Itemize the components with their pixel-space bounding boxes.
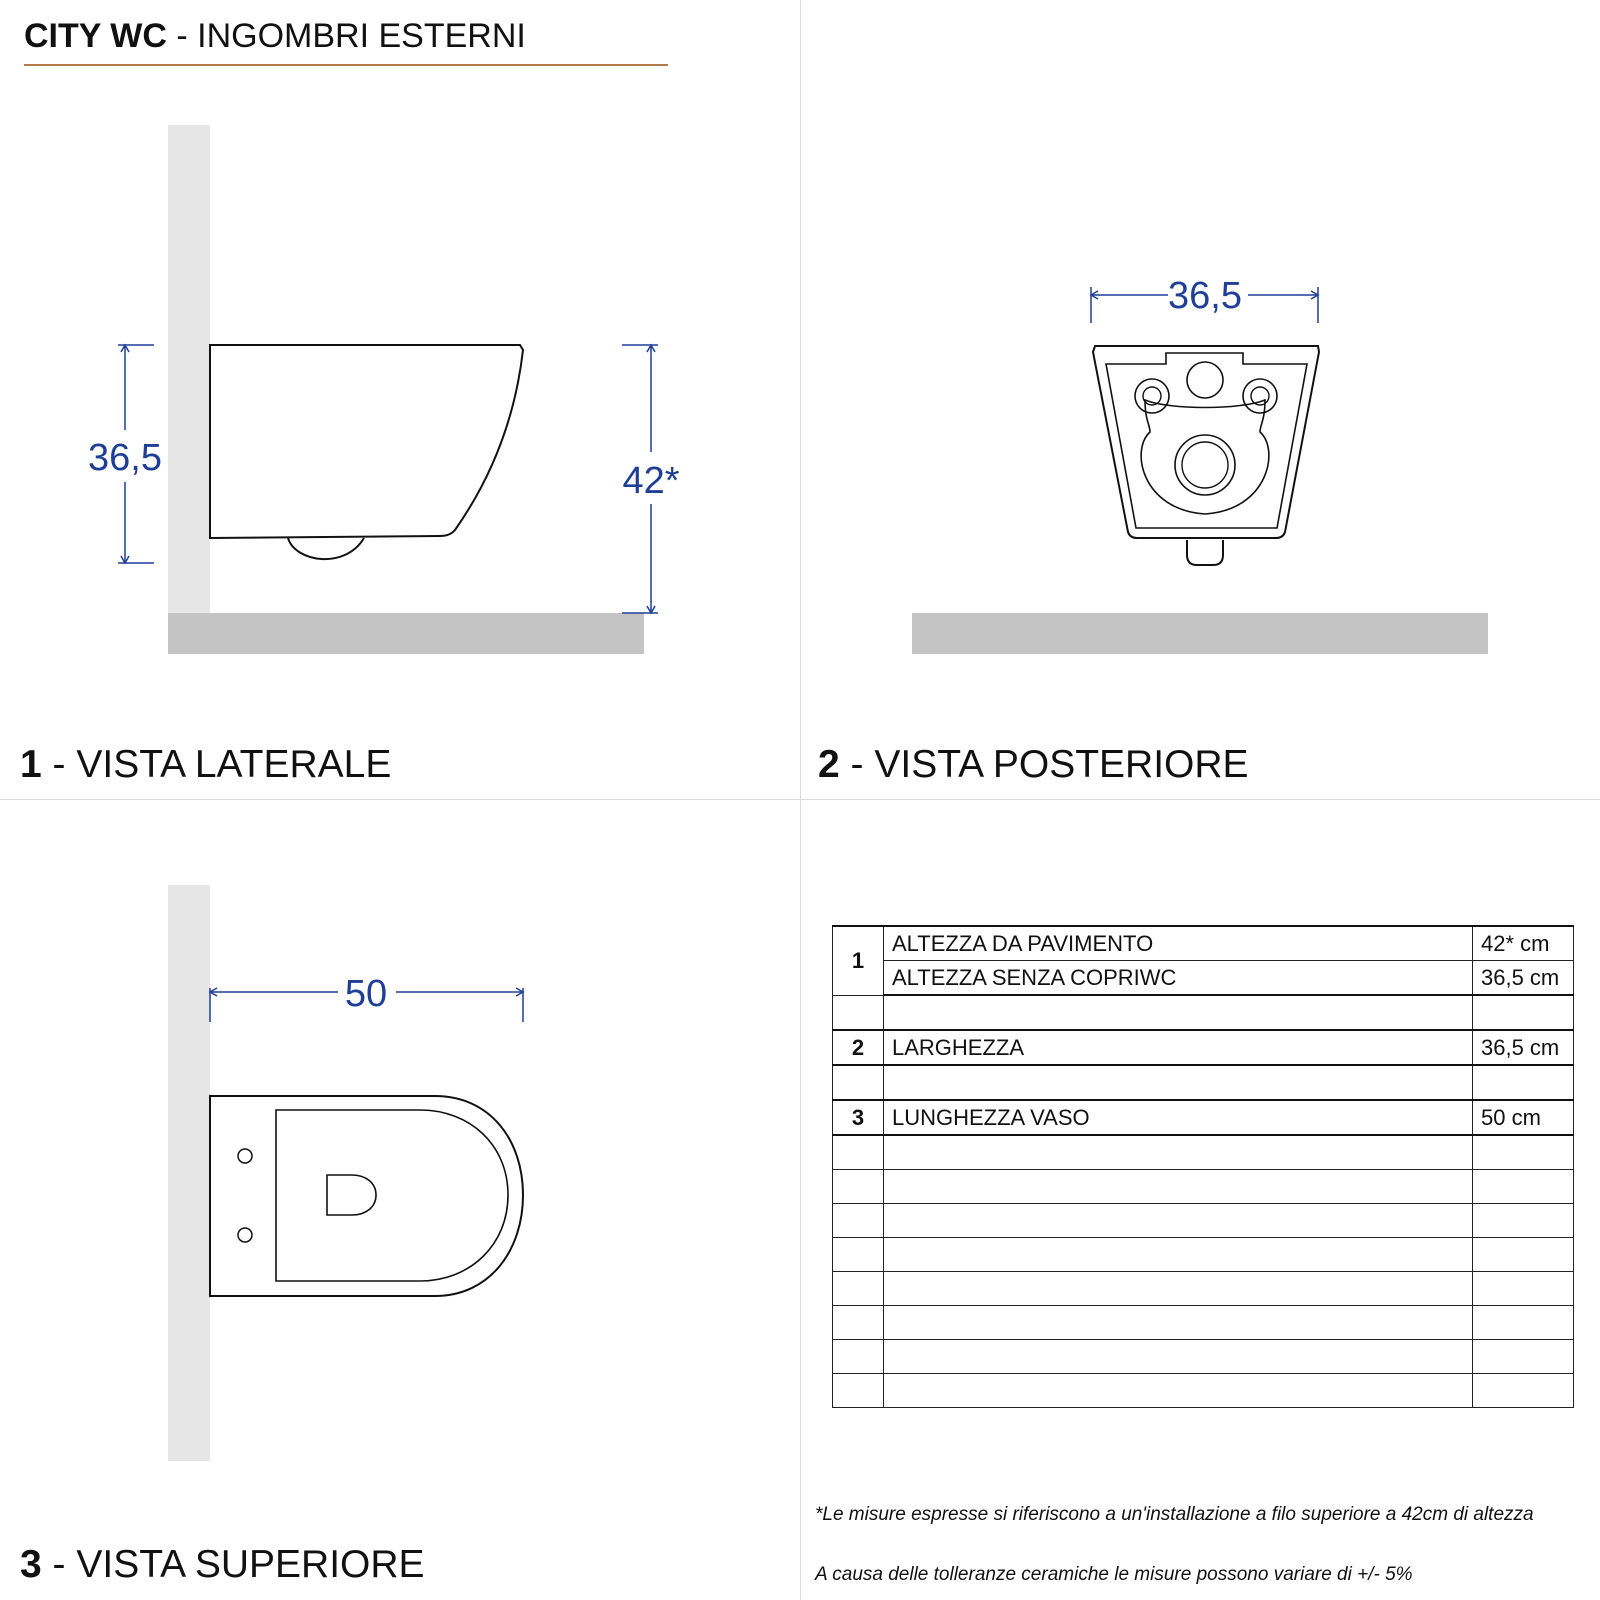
- rear-width-label: 36,5: [1168, 275, 1242, 317]
- table-row-empty: [833, 1374, 1574, 1408]
- view-number: 2: [818, 743, 840, 786]
- top-length-label: 50: [344, 973, 388, 1015]
- view-name: - VISTA POSTERIORE: [839, 743, 1249, 786]
- table-row: [833, 926, 1574, 961]
- view-number: 1: [20, 743, 42, 786]
- installation-note: *Le misure espresse si riferiscono a un'installazione a filo superiore a 42cm di altezza: [815, 1504, 1534, 1525]
- row-value: 36,5 cm: [1473, 1030, 1574, 1065]
- view-name: - VISTA SUPERIORE: [41, 1543, 425, 1586]
- dimensions-table: [832, 925, 1574, 1408]
- wall: [168, 125, 210, 613]
- table-row-empty: [833, 1065, 1574, 1100]
- wall: [168, 885, 210, 1461]
- floor: [912, 613, 1488, 654]
- view-label-side: [20, 742, 391, 788]
- row-number: 1: [833, 926, 884, 995]
- row-label: LUNGHEZZA VASO: [884, 1100, 1473, 1135]
- title-product: CITY WC: [24, 17, 167, 55]
- bowl-top-outline: [210, 1096, 523, 1296]
- row-label: LARGHEZZA: [884, 1030, 1473, 1065]
- row-value: 36,5 cm: [1473, 961, 1574, 996]
- table-row-empty: [833, 1306, 1574, 1340]
- bowl-side-outline: [210, 345, 523, 538]
- view-label-top: [20, 1542, 425, 1588]
- table-row-empty: [833, 1272, 1574, 1306]
- floor: [168, 613, 644, 654]
- view-label-rear: [818, 742, 1249, 788]
- floor-height-label: 42*: [622, 460, 680, 502]
- table-row: [833, 1100, 1574, 1135]
- side-view-drawing: [0, 0, 800, 800]
- row-label: ALTEZZA DA PAVIMENTO: [884, 926, 1473, 961]
- table-row-empty: [833, 1340, 1574, 1374]
- view-number: 3: [20, 1543, 42, 1586]
- view-name: - VISTA LATERALE: [41, 743, 392, 786]
- row-value: 50 cm: [1473, 1100, 1574, 1135]
- title-subtitle: - INGOMBRI ESTERNI: [166, 17, 526, 55]
- table-row: [833, 961, 1574, 996]
- row-value: 42* cm: [1473, 926, 1574, 961]
- row-label: ALTEZZA SENZA COPRIWC: [884, 961, 1473, 996]
- table-row-empty: [833, 1135, 1574, 1170]
- table-row-empty: [833, 1170, 1574, 1204]
- row-number: 3: [833, 1100, 884, 1135]
- row-number: 2: [833, 1030, 884, 1065]
- tolerance-note: A causa delle tolleranze ceramiche le misure possono variare di +/- 5%: [815, 1564, 1413, 1585]
- rear-view-drawing: [800, 0, 1600, 800]
- outlet-side: [288, 538, 364, 559]
- table-row-empty: [833, 1238, 1574, 1272]
- side-height-label: 36,5: [88, 437, 162, 479]
- table-row-empty: [833, 1204, 1574, 1238]
- table-row: [833, 1030, 1574, 1065]
- top-view-drawing: [0, 800, 800, 1600]
- outlet-rear: [1187, 540, 1223, 565]
- table-row-empty: [833, 995, 1574, 1030]
